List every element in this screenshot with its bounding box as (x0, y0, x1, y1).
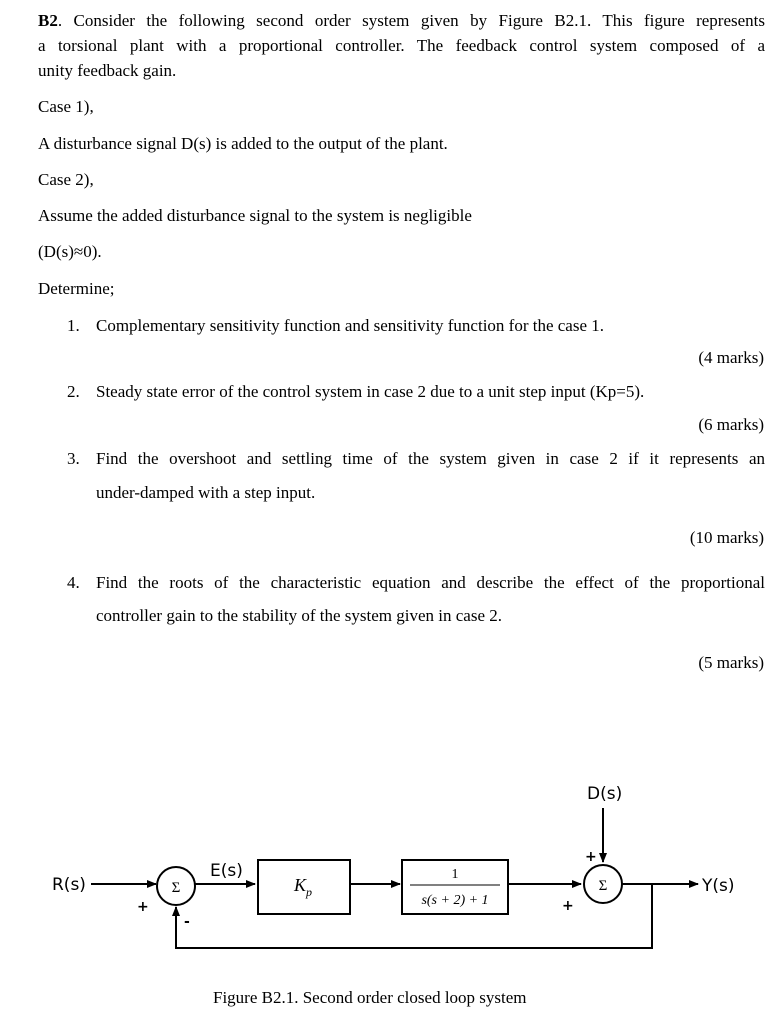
question-1-text: Complementary sensitivity function and sensitivity function for the case 1. (96, 316, 605, 335)
disturbance-label: D(s) (587, 784, 623, 804)
question-4-marks: (5 marks) (698, 653, 764, 672)
sum1-plus-sign: + (137, 899, 149, 915)
block-diagram (0, 770, 770, 960)
intro-line-1: B2. Consider the following second order system given by Figure B2.1. This figure represents (38, 11, 765, 30)
question-3-number: 3. (67, 449, 80, 468)
intro-line-3: unity feedback gain. (38, 61, 177, 80)
question-2-number: 2. (67, 382, 80, 401)
case2-condition: (D(s)≈0). (38, 242, 102, 261)
question-4-text-cont: controller gain to the stability of the system given in case 2. (96, 606, 503, 625)
question-1-number: 1. (67, 316, 80, 335)
question-4-number: 4. (67, 573, 80, 592)
figure-caption: Figure B2.1. Second order closed loop system (213, 988, 527, 1007)
sum2-plus-top: + (585, 849, 597, 865)
determine-heading: Determine; (38, 279, 115, 298)
problem-label: B2 (38, 11, 58, 30)
problem-intro (38, 8, 765, 83)
svg-text:Σ: Σ (598, 878, 608, 894)
plant-block (402, 860, 508, 914)
case2-text: Assume the added disturbance signal to the system is negligible (38, 206, 472, 225)
case1-heading: Case 1), (38, 97, 94, 116)
svg-text:Σ: Σ (171, 880, 181, 896)
case2-heading: Case 2), (38, 170, 94, 189)
summing-junction-1 (157, 867, 195, 905)
question-3-text: Find the overshoot and settling time of the system given in case 2 if it represents an (96, 449, 765, 468)
question-4-text: Find the roots of the characteristic equation and describe the effect of the proportional (96, 573, 765, 592)
intro-line-2: a torsional plant with a proportional controller. The feedback control system composed of a (38, 36, 765, 55)
summing-junction-2 (584, 865, 622, 903)
question-3-marks: (10 marks) (689, 528, 764, 547)
plant-denominator: s(s + 2) + 1 (421, 893, 489, 908)
case1-text: A disturbance signal D(s) is added to the output of the plant. (38, 134, 448, 153)
question-2-marks: (6 marks) (698, 415, 764, 434)
question-1-marks: (4 marks) (698, 348, 764, 367)
sum1-minus-sign: - (184, 914, 190, 930)
input-label: R(s) (52, 875, 86, 895)
question-2-text: Steady state error of the control system in case 2 due to a unit step input (Kp=5). (96, 382, 645, 401)
sum2-plus-left: + (562, 898, 574, 914)
svg-text:Kp: $K_p$ (294, 875, 313, 899)
output-label: Y(s) (702, 876, 735, 896)
error-label: E(s) (210, 861, 243, 881)
question-3-text-cont: under-damped with a step input. (96, 483, 316, 502)
plant-numerator: 1 (451, 867, 459, 882)
controller-block (258, 860, 350, 914)
